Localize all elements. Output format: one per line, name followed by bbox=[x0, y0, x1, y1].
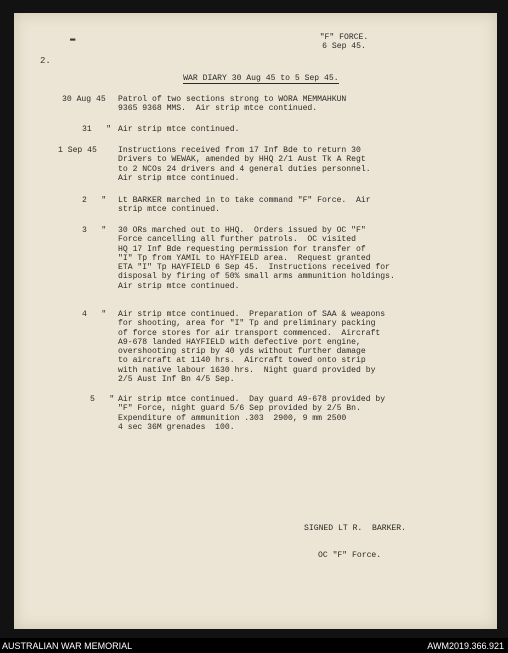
header-date: 6 Sep 45. bbox=[322, 42, 366, 52]
header-force: "F" FORCE. bbox=[319, 33, 369, 42]
entry-line: ETA "I" Tp HAYFIELD 6 Sep 45. Instructions received for bbox=[118, 263, 390, 273]
entry-line: Air strip mtce continued. Preparation of SAA & weapons bbox=[118, 310, 386, 319]
signature-block bbox=[304, 505, 406, 579]
entry-date: 31 " bbox=[82, 125, 112, 134]
entry-line: 30 ORs marched out to HHQ. Orders issued by OC "F" bbox=[118, 226, 366, 235]
entry-date: 3 " bbox=[82, 226, 107, 235]
entry-date: 2 " bbox=[82, 196, 107, 205]
entry-line: 2/5 Aust Inf Bn 4/5 Sep. bbox=[118, 375, 235, 385]
entry-line: of force stores for air transport commenced. Aircraft bbox=[118, 328, 381, 338]
entry-line: A9-678 landed HAYFIELD with defective port engine, bbox=[118, 337, 361, 347]
entry-line: Air strip mtce continued. bbox=[118, 173, 240, 183]
entry-line: disposal by firing of 50% small arms ammunition holdings. bbox=[118, 272, 395, 282]
document-header bbox=[314, 33, 374, 52]
entry-text bbox=[118, 226, 478, 291]
entry-line: to 2 NCOs 24 drivers and 4 general duties personnel. bbox=[118, 164, 371, 174]
entry-line: Air strip mtce continued. Day guard A9-678 provided by bbox=[118, 395, 386, 404]
entry-date: 5 " bbox=[90, 395, 115, 404]
punch-mark: ▬ bbox=[70, 34, 76, 44]
entry-text bbox=[118, 310, 478, 384]
entry-line: with native labour 1630 hrs. Night guard provided by bbox=[118, 365, 376, 375]
entry-line: strip mtce continued. bbox=[118, 205, 220, 215]
entry-line: for shooting, area for "I" Tp and preliminary packing bbox=[118, 319, 376, 329]
diary-title-text: WAR DIARY 30 Aug 45 to 5 Sep 45. bbox=[183, 74, 339, 84]
entry-text bbox=[118, 125, 478, 134]
entry-text bbox=[118, 95, 478, 114]
entry-line: Air strip mtce continued. bbox=[118, 281, 240, 291]
footer-institution: AUSTRALIAN WAR MEMORIAL bbox=[2, 641, 133, 651]
entry-line: Instructions received from 17 Inf Bde to return 30 bbox=[118, 146, 361, 155]
entry-line: 9365 9368 MMS. Air strip mtce continued. bbox=[118, 104, 318, 114]
document-page bbox=[14, 13, 497, 629]
entry-line: HQ 17 Inf Bde requesting permission for transfer of bbox=[118, 244, 366, 254]
entry-line: 4 sec 36M grenades 100. bbox=[118, 422, 235, 432]
entry-date: 4 " bbox=[82, 310, 107, 319]
entry-text bbox=[118, 395, 478, 432]
margin-page-mark: 2. bbox=[40, 56, 51, 66]
entry-line: "I" Tp from YAMIL to HAYFIELD area. Request granted bbox=[118, 253, 371, 263]
entry-date: 30 Aug 45 bbox=[62, 95, 106, 104]
entry-line: Air strip mtce continued. bbox=[118, 125, 240, 134]
entry-line: Patrol of two sections strong to WORA MEMMAHKUN bbox=[118, 95, 347, 104]
entry-line: "F" Force, night guard 5/6 Sep provided by 2/5 Bn. bbox=[118, 404, 361, 414]
signature-line: SIGNED LT R. BARKER. bbox=[304, 523, 406, 533]
entry-line: Expenditure of ammunition .303 2900, 9 mm 2500 bbox=[118, 413, 347, 423]
entry-line: to aircraft at 1140 hrs. Aircraft towed onto strip bbox=[118, 356, 366, 366]
footer-accession: AWM2019.366.921 bbox=[427, 641, 504, 651]
entry-line: Force cancelling all further patrols. OC visited bbox=[118, 235, 356, 245]
entry-line: Lt BARKER marched in to take command "F" Force. Air bbox=[118, 196, 371, 205]
entry-line: Drivers to WEWAK, amended by HHQ 2/1 Aust Tk A Regt bbox=[118, 155, 366, 165]
diary-title bbox=[154, 65, 339, 93]
entry-text bbox=[118, 146, 478, 183]
entry-text bbox=[118, 196, 478, 215]
entry-line: overshooting strip by 40 yds without further damage bbox=[118, 347, 366, 357]
entry-date: 1 Sep 45 bbox=[58, 146, 97, 155]
signature-title: OC "F" Force. bbox=[318, 551, 382, 561]
